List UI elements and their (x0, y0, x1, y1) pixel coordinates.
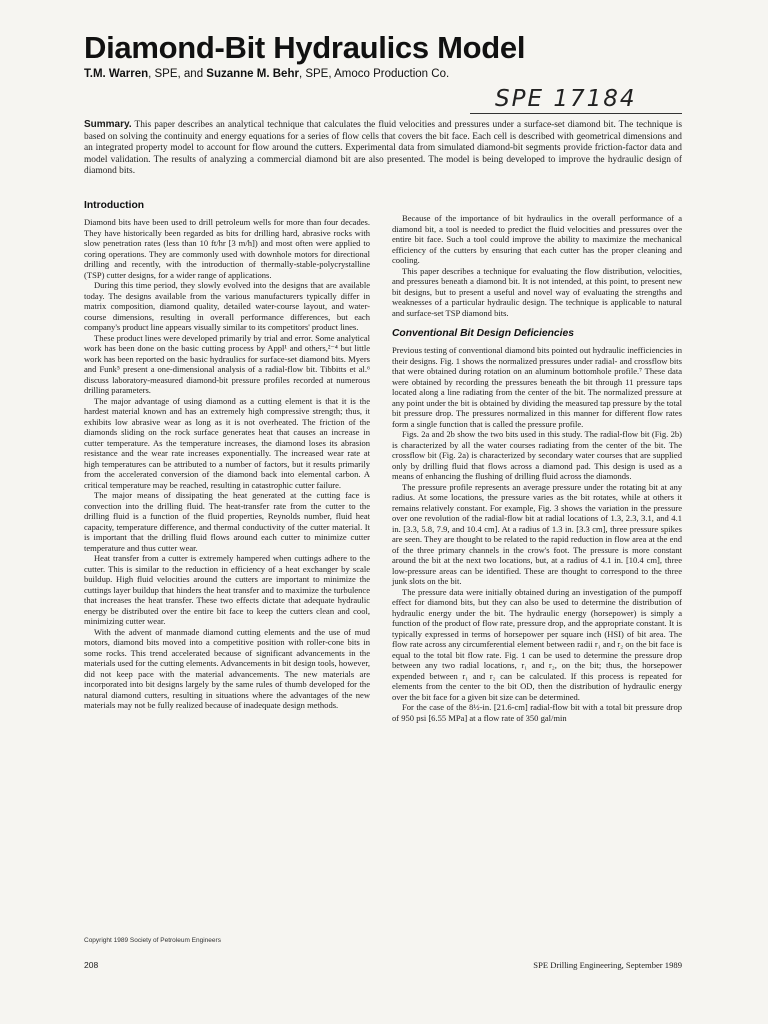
body-paragraph: The major advantage of using diamond as a cutting element is that it is the hardest material known and has an extremely high compressive strength; thus, it exhibits low abrasive wear as long as it is not overheated. The friction of the diamonds sliding on the rock surface generates heat that causes an increase in cutter temperature. As the temperature increases, the diamond loses its abrasion resistance and the wear rate increases exponentially. The increased wear rate at high temperatures can be attributed to a number of factors, but it results primarily from the accelerated conversion of the diamond back into elemental carbon. A critical temperature may be reached, resulting in catastrophic cutter failure. (84, 395, 370, 490)
body-paragraph: These product lines were developed primarily by trial and error. Some analytical work has been done on the basic cutting process by Appl¹ and others,²⁻⁴ but little work has been reported on the basic hydraulics for surface-set diamond bits. Myers and Funk⁵ present a one-dimensional analysis of a radial-flow bit. Tibbitts et al.⁶ discuss laboratory-measured diamond-bit pressure profiles recorded at numerous drilling parameters. (84, 332, 370, 395)
page-number: 208 (84, 960, 99, 970)
author-sep-1: , SPE, and (148, 68, 207, 80)
body-paragraph: The major means of dissipating the heat generated at the cutting face is convection into the drilling fluid. The heat-transfer rate from the cutter to the drilling fluid is a function of the fluid properties, Reynolds number, fluid heat capacity, temperature difference, and thermal conductivity of the cutter material. It is important that the drilling fluid flows around each cutter to minimize cutter temperature and thus cutter wear. (84, 490, 370, 553)
author-affiliation: , SPE, Amoco Production Co. (298, 68, 450, 80)
body-paragraph: During this time period, they slowly evolved into the designs that are available today. The designs available from the various manufacturers typically differ in matrix composition, diamond quality, detailed water-course layout, and water-course dimensions, resulting in overall performance differences, but each company's product line appears visually similar to its competitors' product lines. (84, 280, 370, 332)
copyright-notice: Copyright 1989 Society of Petroleum Engineers (84, 937, 221, 944)
body-paragraph: For the case of the 8½-in. [21.6-cm] radial-flow bit with a total bit pressure drop of 950 psi [6.55 MPa] at a flow rate of 350 gal/min (392, 702, 682, 723)
body-paragraph: This paper describes a technique for evaluating the flow distribution, velocities, and pressures beneath a diamond bit. It is not intended, at this point, to present new bit designs, but to present a useful and novel way of evaluating the strengths and weaknesses of a particular hydraulic design. The technique is applicable to natural and surface-set TSP diamond bits. (392, 265, 682, 318)
handwritten-spe-number: SPE 17184 (495, 86, 637, 112)
body-paragraph: Figs. 2a and 2b show the two bits used in this study. The radial-flow bit (Fig. 2b) is characterized by all the water courses radiating from the center of the bit. The crossflow bit (Fig. 2a) is characterized by secondary water courses that are supplied only by drilling fluid that flows across a diamond pad. This design is used as a means of enhancing the flushing of drilling fluid across the diamonds. (392, 429, 682, 481)
introduction-heading: Introduction (84, 200, 145, 211)
paper-title: Diamond-Bit Hydraulics Model (84, 30, 526, 65)
right-column (392, 213, 682, 723)
summary-label: Summary. (84, 119, 132, 130)
body-paragraph: The pressure profile represents an average pressure under the rotating bit at any radius. At some locations, the pressure varies as the bit rotates, while at others it remains relatively constant. For example, Fig. 3 shows the variation in the pressure over one revolution of the radial-flow bit at radial locations of 1.3, 2.3, 3.1, and 4.1 in. [3.3, 5.8, 7.9, and 10.4 cm]. At a radius of 1.3 in. [3.3 cm], three pressure spikes are seen. They are thought to be related to the rapid reduction in flow area at the end of the three primary channels in the crow's foot. The pressure is more constant around the bit at the next two locations, but, at a radius of 4.1 in. [10.4 cm], three low-pressure areas can be identified. These are thought to correspond to the three junk slots on the bit. (392, 481, 682, 586)
author-behr: Suzanne M. Behr (206, 68, 299, 80)
author-warren: T.M. Warren (84, 68, 149, 80)
summary-block (84, 119, 682, 178)
body-paragraph: The pressure data were initially obtained during an investigation of the pumpoff effect for diamond bits, but they can also be used to determine the distribution of hydraulic energy under the bit. The hydraulic energy (horsepower) is simply a function of the product of flow rate, pressure drop, and the appropriate constant. It is typically expressed in terms of horsepower per square inch (HSI) of bit area. The flow rate across any circumferential element between radii r₁ and r₂ on the bit face is equal to the total bit flow rate. Fig. 1 can be used to determine the pressure drop between any two radial locations, r₁ and r₂, on the bit; thus, the horsepower expended between r₁ and r₂ can be calculated. If this process is repeated for elements from the center to the bit OD, then the distribution of hydraulic energy over the bit face for a given bit size can be determined. (392, 586, 682, 702)
body-paragraph: Heat transfer from a cutter is extremely hampered when cuttings adhere to the cutter. This is similar to the reduction in efficiency of a heat exchanger by scale buildup. High fluid velocities around the cutters are important to minimize the cuttings layer buildup that hinders the heat transfer and to maximize the turbulence that increases the heat transfer. These two effects dictate that adequate hydraulic energy be distributed over the entire bit face to keep the cutters clean and cool, minimizing cutter wear. (84, 553, 370, 626)
journal-citation: SPE Drilling Engineering, September 1989 (533, 960, 682, 970)
conventional-bit-heading: Conventional Bit Design Deficiencies (392, 328, 574, 339)
summary-text: This paper describes an analytical technique that calculates the fluid velocities and pressures under a surface-set diamond bit. The technique is based on solving the continuity and energy equations for a series of flow cells that covers the bit face. Each cell is described with geometrical dimensions and an integrated property model to account for flow around the cutters. Experimental data from simulated diamond-bit segments provide friction-factor data and model validation. The results of analyzing a commercial diamond bit are also presented. The model is being developed to improve the hydraulic design of diamond bits. (84, 120, 682, 177)
left-column (84, 200, 370, 711)
body-paragraph: Diamond bits have been used to drill petroleum wells for more than four decades. They have historically been regarded as bits for drilling hard, abrasive rocks with slow penetration rates (less than 10 ft/hr [3 m/h]) and most often were applied to coring operations. They are commonly used with downhole motors for directional drilling and recently, with the introduction of thermally-stable-polycrystalline (TSP) cutter designs, for a wider range of applications. (84, 217, 370, 280)
body-paragraph: With the advent of manmade diamond cutting elements and the use of mud motors, diamond bits moved into a competitive position with roller-cone bits in some rocks. This trend accelerated because of significant advancements in the materials used for the cutting elements. Advancements in bit design tools, however, did not keep pace with the material advancements. The new materials are incorporated into bit designs largely by the same rules of thumb developed for the natural diamond cutters, resulting in situations where the advantages of the new materials may not be fully realized because of inadequate design methods. (84, 626, 370, 710)
body-paragraph: Because of the importance of bit hydraulics in the overall performance of a diamond bit, a tool is needed to predict the fluid velocities and pressures over the entire bit face. Such a tool could improve the ability to maximize the mechanical efficiency of the cutters by ensuring that each cutter has the proper cleaning and cooling. (392, 213, 682, 265)
author-line (84, 68, 704, 80)
body-paragraph: Previous testing of conventional diamond bits pointed out hydraulic inefficiencies in their designs. Fig. 1 shows the normalized pressures under radial- and crossflow bits that were obtained during rotation on an aluminum bottomhole profile.⁷ These data were obtained by recording the pressures beneath the bit through 11 pressure taps located along a line radiating from the center of the bit. The normalized pressure at any point under the bit is obtained by dividing the measured tap pressure by the total bit pressure drop. The pressures normalized in this manner for different flow rates form a single function that is called the pressure profile. (392, 345, 682, 429)
handwritten-underline (470, 113, 682, 114)
